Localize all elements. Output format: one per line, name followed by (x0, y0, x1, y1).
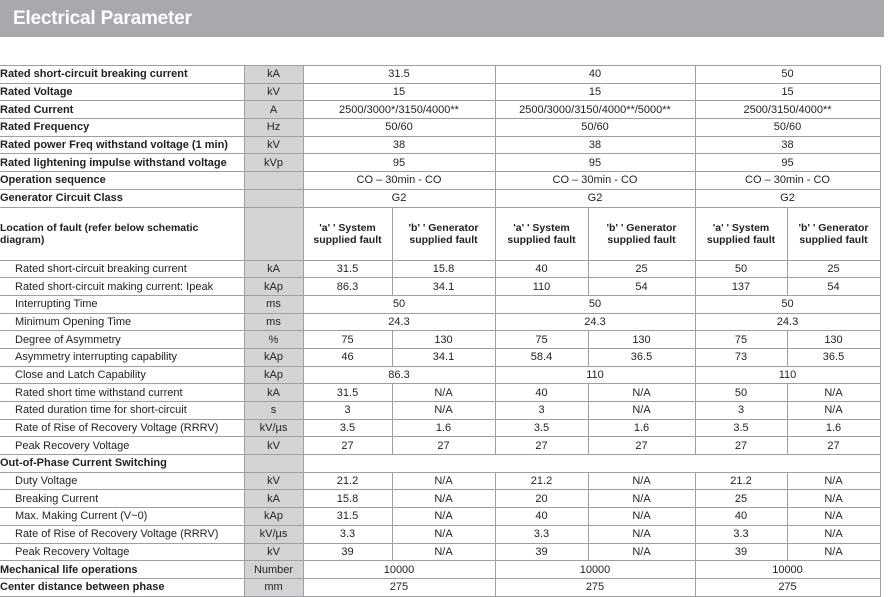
fault-location-header (0, 207, 880, 260)
value-cell: 25 (787, 260, 880, 278)
value-cell: 15.8 (303, 490, 392, 508)
value-cell: N/A (588, 508, 695, 526)
value-cell: 86.3 (303, 366, 495, 384)
generator-fault-header: 'b' ' Generator supplied fault (588, 207, 695, 260)
param-label: Degree of Asymmetry (0, 331, 244, 349)
value-cell: 130 (787, 331, 880, 349)
table-row (0, 278, 880, 296)
value-cell: G2 (695, 189, 880, 207)
table-row (0, 543, 880, 561)
value-cell: 15.8 (392, 260, 495, 278)
value-cell: 50/60 (495, 119, 695, 137)
value-cell: 50 (695, 384, 787, 402)
value-cell: 46 (303, 348, 392, 366)
unit-cell: % (244, 331, 303, 349)
value-cell: 2500/3000/3150/4000**/5000** (495, 101, 695, 119)
value-cell: 1.6 (787, 419, 880, 437)
value-cell: N/A (588, 472, 695, 490)
value-cell: G2 (495, 189, 695, 207)
value-cell: 50 (695, 66, 880, 84)
value-cell: 36.5 (787, 348, 880, 366)
table-row (0, 119, 880, 137)
param-label: Rated Current (0, 101, 244, 119)
value-cell: 130 (588, 331, 695, 349)
value-cell: CO – 30min - CO (303, 172, 495, 190)
value-cell: 3.3 (695, 525, 787, 543)
value-cell: 31.5 (303, 508, 392, 526)
param-label: Asymmetry interrupting capability (0, 348, 244, 366)
unit-cell: kAp (244, 366, 303, 384)
table-row (0, 366, 880, 384)
value-cell: 15 (695, 83, 880, 101)
value-cell: 3.5 (695, 419, 787, 437)
table-row (0, 578, 880, 596)
value-cell: 54 (787, 278, 880, 296)
value-cell: 27 (495, 437, 588, 455)
value-cell: 27 (695, 437, 787, 455)
table-row (0, 154, 880, 172)
value-cell: 40 (495, 260, 588, 278)
value-cell: 27 (303, 437, 392, 455)
table-row (0, 66, 880, 84)
value-cell: 40 (495, 66, 695, 84)
value-cell: 27 (787, 437, 880, 455)
value-cell: 3.5 (495, 419, 588, 437)
unit-cell (244, 189, 303, 207)
value-cell: N/A (787, 490, 880, 508)
value-cell: 110 (495, 366, 695, 384)
value-cell: 25 (588, 260, 695, 278)
generator-fault-header: 'b' ' Generator supplied fault (787, 207, 880, 260)
param-label: Operation sequence (0, 172, 244, 190)
param-label: Mechanical life operations (0, 561, 244, 579)
value-cell: 3.3 (495, 525, 588, 543)
param-label: Peak Recovery Voltage (0, 543, 244, 561)
value-cell: N/A (588, 384, 695, 402)
param-label: Breaking Current (0, 490, 244, 508)
param-label: Rated short time withstand current (0, 384, 244, 402)
value-cell: 24.3 (303, 313, 495, 331)
section-title: Electrical Parameter (13, 7, 192, 29)
value-cell: N/A (392, 472, 495, 490)
value-cell: 58.4 (495, 348, 588, 366)
param-label: Center distance between phase (0, 578, 244, 596)
out-of-phase-label: Out-of-Phase Current Switching (0, 455, 244, 473)
electrical-parameter-table (0, 65, 881, 597)
unit-cell: kAp (244, 508, 303, 526)
value-cell: 34.1 (392, 278, 495, 296)
unit-cell (244, 207, 303, 260)
value-cell: N/A (392, 543, 495, 561)
value-cell: 39 (695, 543, 787, 561)
unit-cell: kV (244, 437, 303, 455)
value-cell: 21.2 (695, 472, 787, 490)
unit-cell: mm (244, 578, 303, 596)
out-of-phase-heading (0, 455, 880, 473)
value-cell: 2500/3000*/3150/4000** (303, 101, 495, 119)
value-cell: N/A (787, 472, 880, 490)
value-cell: 10000 (695, 561, 880, 579)
value-cell: CO – 30min - CO (695, 172, 880, 190)
value-cell: N/A (392, 384, 495, 402)
param-label: Rated short-circuit breaking current (0, 66, 244, 84)
value-cell: 27 (588, 437, 695, 455)
unit-cell: Number (244, 561, 303, 579)
value-cell: 40 (695, 508, 787, 526)
value-cell: 73 (695, 348, 787, 366)
table-row (0, 136, 880, 154)
unit-cell (244, 455, 303, 473)
value-cell: 27 (392, 437, 495, 455)
value-cell: 34.1 (392, 348, 495, 366)
table-row (0, 83, 880, 101)
table-row (0, 189, 880, 207)
param-label: Minimum Opening Time (0, 313, 244, 331)
value-cell: N/A (787, 508, 880, 526)
value-cell: N/A (392, 508, 495, 526)
value-cell: 21.2 (495, 472, 588, 490)
table-row (0, 101, 880, 119)
value-cell: 50 (303, 295, 495, 313)
table-row (0, 437, 880, 455)
value-cell: 50 (695, 260, 787, 278)
value-cell: 15 (495, 83, 695, 101)
value-cell: 3 (495, 402, 588, 420)
value-cell: N/A (392, 402, 495, 420)
value-cell: 95 (495, 154, 695, 172)
value-cell: 39 (303, 543, 392, 561)
value-cell: 75 (303, 331, 392, 349)
value-cell: 24.3 (495, 313, 695, 331)
param-label: Rated short-circuit breaking current (0, 260, 244, 278)
value-cell: N/A (392, 490, 495, 508)
value-cell: 50/60 (303, 119, 495, 137)
param-label: Rate of Rise of Recovery Voltage (RRRV) (0, 525, 244, 543)
value-cell: 54 (588, 278, 695, 296)
param-label: Rated short-circuit making current: Ipeak (0, 278, 244, 296)
value-cell: G2 (303, 189, 495, 207)
table-row (0, 402, 880, 420)
param-label: Rated Voltage (0, 83, 244, 101)
table-row (0, 260, 880, 278)
value-cell: N/A (588, 525, 695, 543)
param-label: Duty Voltage (0, 472, 244, 490)
value-cell: 110 (695, 366, 880, 384)
value-cell: 3 (303, 402, 392, 420)
value-cell: 2500/3150/4000** (695, 101, 880, 119)
table-row (0, 561, 880, 579)
value-cell: 130 (392, 331, 495, 349)
unit-cell: kV/µs (244, 525, 303, 543)
unit-cell: kVp (244, 154, 303, 172)
value-cell: N/A (787, 525, 880, 543)
value-cell: 31.5 (303, 66, 495, 84)
param-label: Close and Latch Capability (0, 366, 244, 384)
table-row (0, 525, 880, 543)
table-row (0, 419, 880, 437)
value-cell: 31.5 (303, 384, 392, 402)
unit-cell: kV (244, 472, 303, 490)
section-header (0, 0, 884, 37)
table-row (0, 384, 880, 402)
unit-cell: kA (244, 490, 303, 508)
value-cell: N/A (588, 402, 695, 420)
value-cell: 24.3 (695, 313, 880, 331)
fault-location-label: Location of fault (refer below schematic diagram) (0, 207, 244, 260)
param-label: Rated power Freq withstand voltage (1 min) (0, 136, 244, 154)
empty-cell (303, 455, 880, 473)
value-cell: 15 (303, 83, 495, 101)
value-cell: 275 (695, 578, 880, 596)
value-cell: 38 (303, 136, 495, 154)
param-label: Rated lightening impulse withstand voltage (0, 154, 244, 172)
table-row (0, 348, 880, 366)
unit-cell: A (244, 101, 303, 119)
value-cell: 36.5 (588, 348, 695, 366)
param-label: Generator Circuit Class (0, 189, 244, 207)
value-cell: 10000 (495, 561, 695, 579)
unit-cell: kA (244, 66, 303, 84)
unit-cell: kV (244, 543, 303, 561)
table-row (0, 313, 880, 331)
unit-cell: kAp (244, 278, 303, 296)
param-label: Rated duration time for short-circuit (0, 402, 244, 420)
param-label: Peak Recovery Voltage (0, 437, 244, 455)
value-cell: 137 (695, 278, 787, 296)
value-cell: N/A (787, 402, 880, 420)
value-cell: 275 (303, 578, 495, 596)
value-cell: CO – 30min - CO (495, 172, 695, 190)
unit-cell: ms (244, 313, 303, 331)
value-cell: 1.6 (392, 419, 495, 437)
value-cell: 40 (495, 384, 588, 402)
value-cell: 95 (695, 154, 880, 172)
value-cell: 75 (495, 331, 588, 349)
value-cell: 75 (695, 331, 787, 349)
unit-cell: kA (244, 260, 303, 278)
table-row (0, 472, 880, 490)
unit-cell: kV (244, 136, 303, 154)
generator-fault-header: 'b' ' Generator supplied fault (392, 207, 495, 260)
system-fault-header: 'a' ' System supplied fault (303, 207, 392, 260)
unit-cell: kAp (244, 348, 303, 366)
value-cell: 1.6 (588, 419, 695, 437)
table-row (0, 490, 880, 508)
value-cell: 20 (495, 490, 588, 508)
value-cell: 25 (695, 490, 787, 508)
value-cell: 38 (495, 136, 695, 154)
value-cell: 95 (303, 154, 495, 172)
param-label: Interrupting Time (0, 295, 244, 313)
unit-cell: s (244, 402, 303, 420)
value-cell: 3 (695, 402, 787, 420)
value-cell: 50 (695, 295, 880, 313)
table-row (0, 295, 880, 313)
value-cell: N/A (392, 525, 495, 543)
value-cell: 3.3 (303, 525, 392, 543)
param-label: Rate of Rise of Recovery Voltage (RRRV) (0, 419, 244, 437)
value-cell: 110 (495, 278, 588, 296)
system-fault-header: 'a' ' System supplied fault (695, 207, 787, 260)
value-cell: N/A (588, 490, 695, 508)
value-cell: 50/60 (695, 119, 880, 137)
value-cell: 38 (695, 136, 880, 154)
value-cell: 40 (495, 508, 588, 526)
value-cell: N/A (787, 543, 880, 561)
unit-cell: kA (244, 384, 303, 402)
table-row (0, 331, 880, 349)
value-cell: 3.5 (303, 419, 392, 437)
value-cell: N/A (787, 384, 880, 402)
value-cell: 21.2 (303, 472, 392, 490)
system-fault-header: 'a' ' System supplied fault (495, 207, 588, 260)
param-label: Max. Making Current (V~0) (0, 508, 244, 526)
unit-cell: kV (244, 83, 303, 101)
value-cell: 39 (495, 543, 588, 561)
table-row (0, 172, 880, 190)
value-cell: 275 (495, 578, 695, 596)
unit-cell (244, 172, 303, 190)
unit-cell: kV/µs (244, 419, 303, 437)
value-cell: 31.5 (303, 260, 392, 278)
value-cell: 10000 (303, 561, 495, 579)
table-row (0, 508, 880, 526)
param-label: Rated Frequency (0, 119, 244, 137)
value-cell: 50 (495, 295, 695, 313)
value-cell: N/A (588, 543, 695, 561)
unit-cell: Hz (244, 119, 303, 137)
unit-cell: ms (244, 295, 303, 313)
value-cell: 86.3 (303, 278, 392, 296)
